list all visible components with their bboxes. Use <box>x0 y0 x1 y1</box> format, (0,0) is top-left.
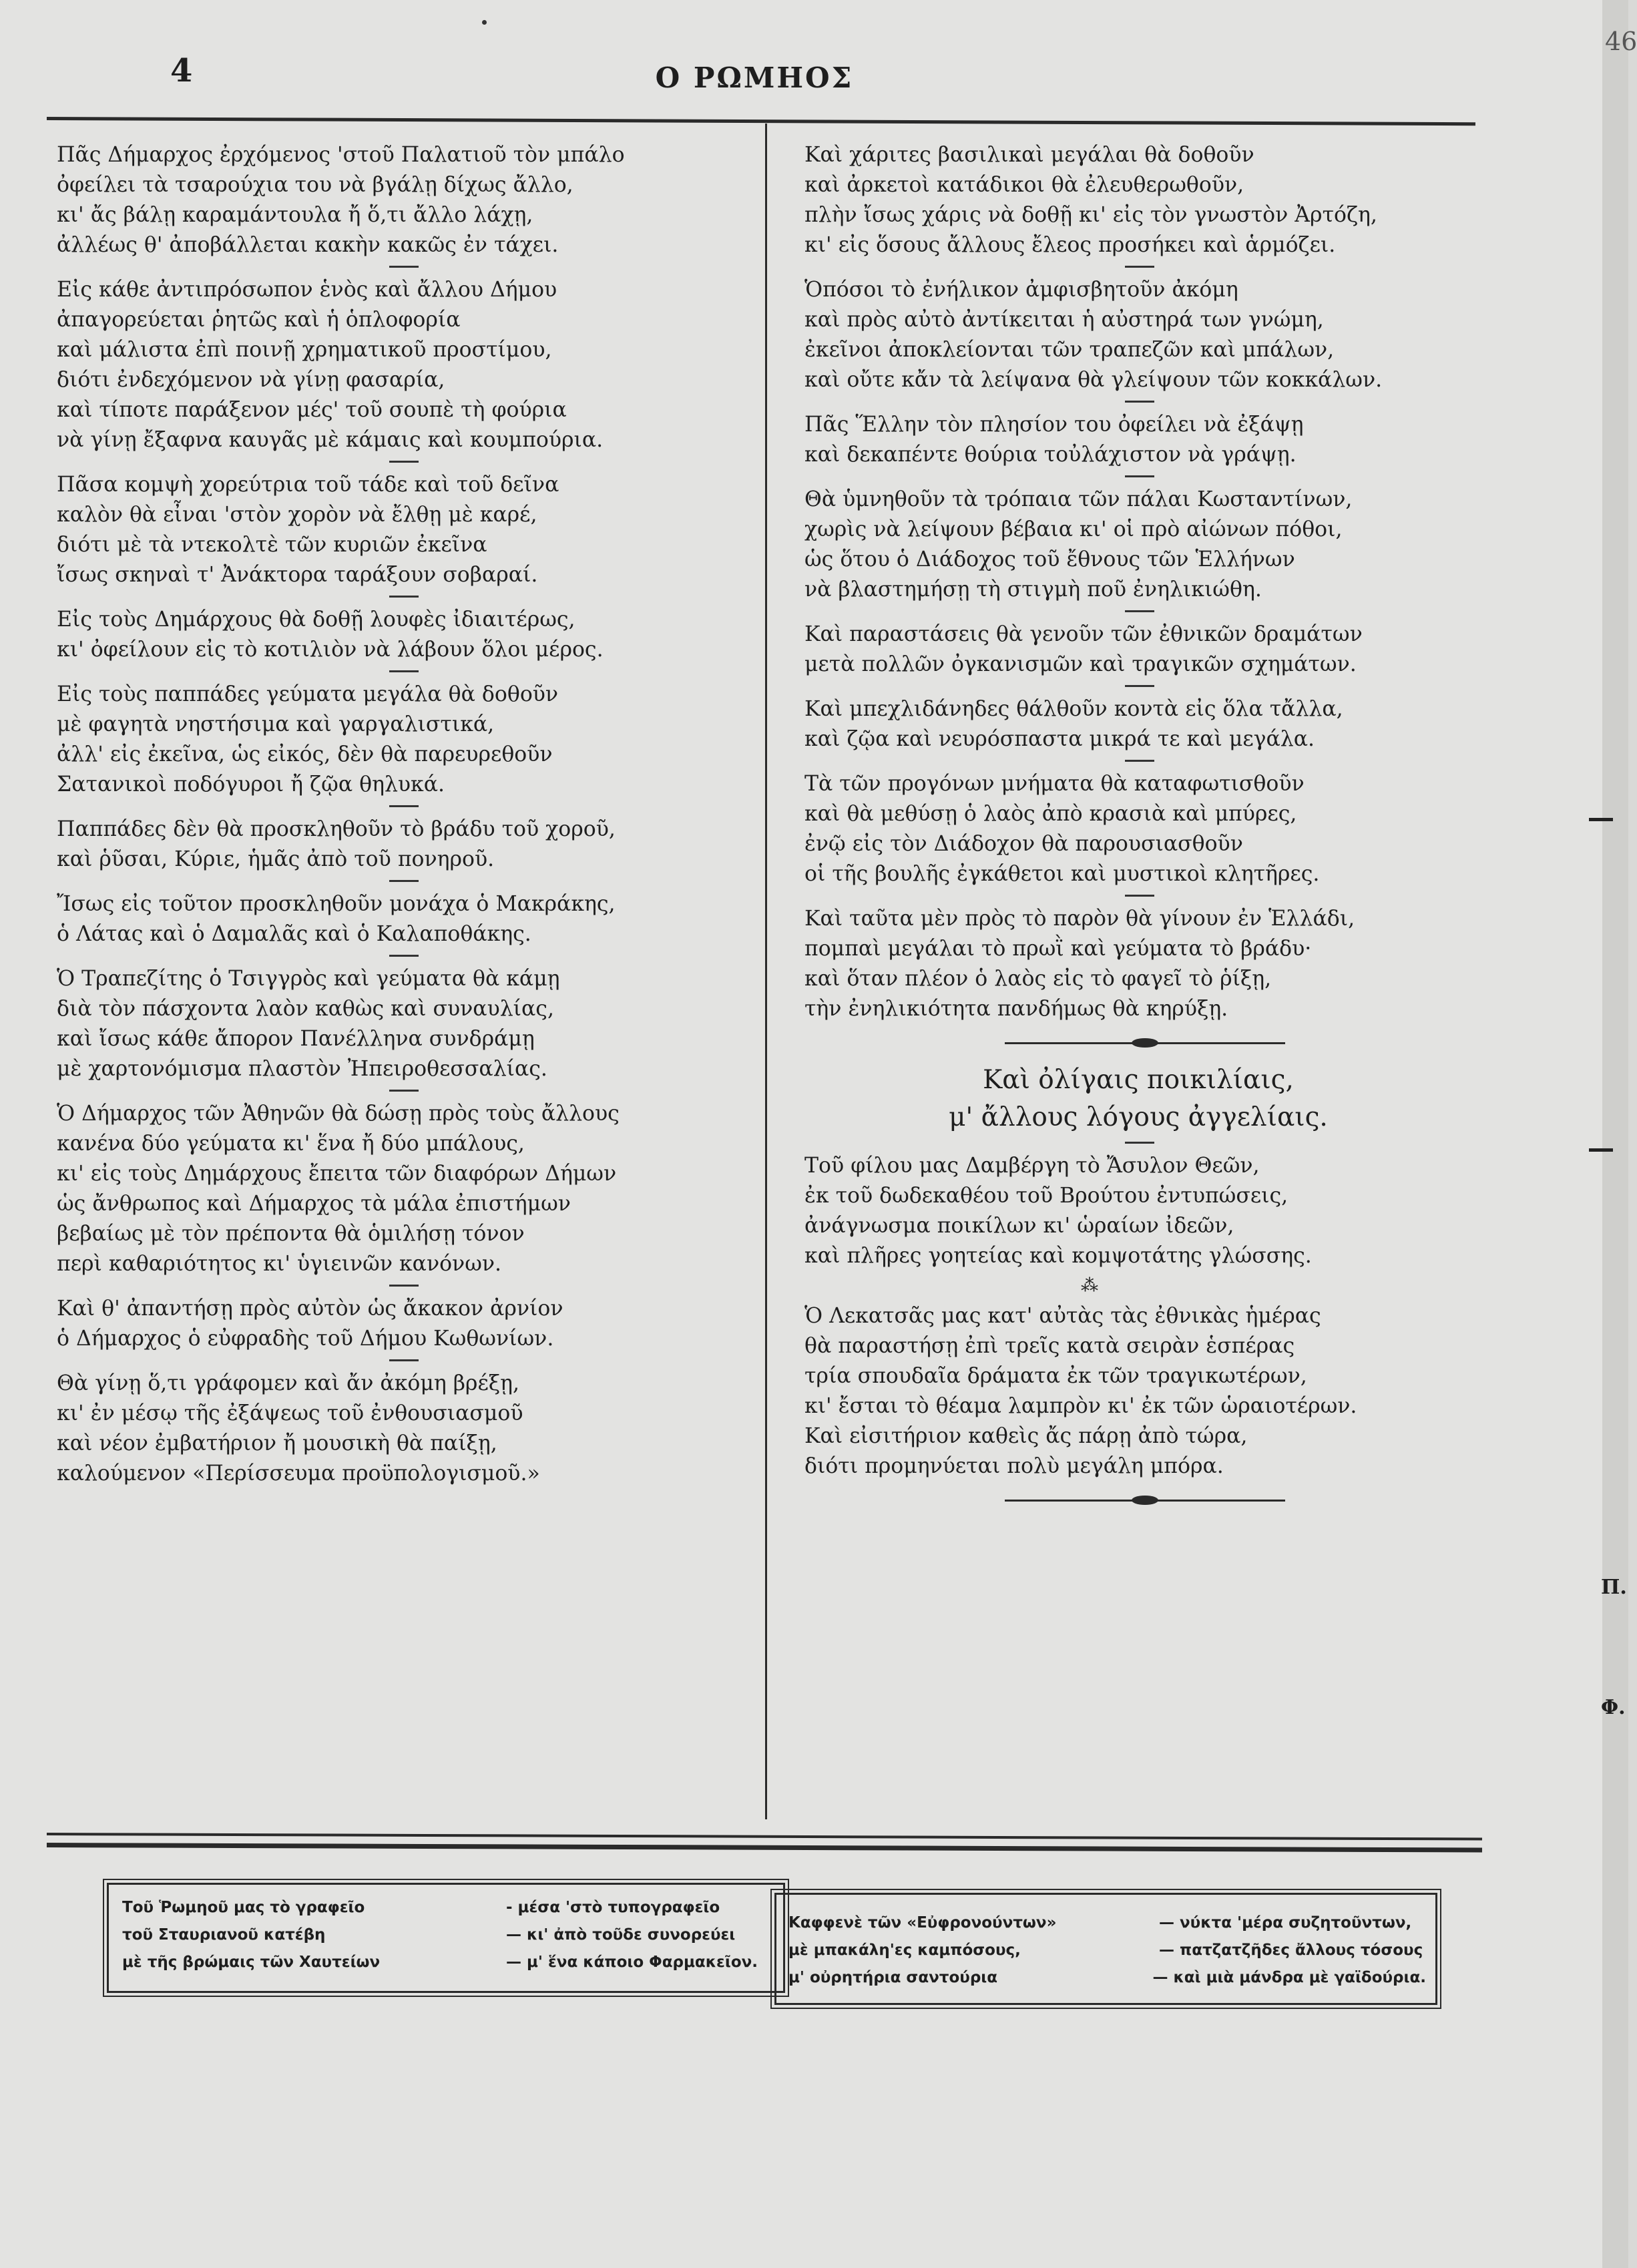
verse-line: μὲ φαγητὰ νηστήσιμα καὶ γαργαλιστικά, <box>57 712 495 736</box>
verse-line: ἐκεῖνοι ἀποκλείονται τῶν τραπεζῶν καὶ μπάλων, <box>804 338 1335 362</box>
verse-line: Θὰ ὑμνηθοῦν τὰ τρόπαια τῶν πάλαι Κωσταντίνων, <box>804 487 1353 511</box>
news-item <box>804 1151 1472 1271</box>
stanza-separator <box>1125 1142 1154 1144</box>
page-header <box>40 47 1469 120</box>
verse-line: οἱ τῆς βουλῆς ἐγκάθετοι καὶ μυστικοὶ κλητῆρες. <box>804 862 1320 886</box>
ad-verse-first-half: μ' οὐρητήρια σαντούρια <box>788 1969 998 1986</box>
stanza-separator <box>1125 475 1154 477</box>
verse-line: καὶ νέον ἐμβατήριον ἤ μουσικὴ θὰ παίξῃ, <box>57 1431 497 1455</box>
verse-line: χωρὶς νὰ λείψουν βέβαια κι' οἱ πρὸ αἰώνων πόθοι, <box>804 517 1343 541</box>
stanza <box>804 904 1472 1024</box>
verse-line: διότι μὲ τὰ ντεκολτὲ τῶν κυριῶν ἐκεῖνα <box>57 533 487 557</box>
verse-line: μετὰ πολλῶν ὀγκανισμῶν καὶ τραγικῶν σχημάτων. <box>804 652 1357 676</box>
ornamental-divider <box>1005 1036 1285 1050</box>
stanza-separator <box>389 880 419 882</box>
stanza <box>57 605 751 665</box>
verse-line: Εἰς τοὺς παππάδες γεύματα μεγάλα θὰ δοθοῦν <box>57 682 559 706</box>
stanza-separator <box>1125 610 1154 612</box>
stanza <box>57 1099 751 1279</box>
stanza-separator <box>389 461 419 463</box>
stanza-separator <box>389 266 419 268</box>
verse-line: Πᾶς Δήμαρχος ἐρχόμενος 'στοῦ Παλατιοῦ τὸν μπάλο <box>57 143 625 167</box>
stanza-separator <box>389 596 419 598</box>
adjacent-page-edge <box>1602 0 1637 2268</box>
verse-line: μὲ χαρτονόμισμα πλαστὸν Ἠπειροθεσσαλίας. <box>57 1057 547 1081</box>
verse-line: Εἰς τοὺς Δημάρχους θὰ δοθῇ λουφὲς ἰδιαιτέρως, <box>57 608 575 632</box>
verse-line: κι' εἰς ὅσους ἄλλους ἔλεος προσήκει καὶ ἁρμόζει. <box>804 233 1336 257</box>
news-line: ἀνάγνωσμα ποικίλων κι' ὡραίων ἰδεῶν, <box>804 1214 1234 1238</box>
verse-line: Καὶ θ' ἀπαντήσῃ πρὸς αὐτὸν ὡς ἄκακον ἀρνίον <box>57 1297 563 1321</box>
stanza <box>804 620 1472 680</box>
right-column-poem <box>804 140 1472 1024</box>
verse-line: καλὸν θὰ εἶναι 'στὸν χορὸν νὰ ἔλθῃ μὲ καρέ, <box>57 503 537 527</box>
stanza-separator <box>1125 895 1154 897</box>
page-mark-number: 46 <box>1605 27 1637 56</box>
verse-line: ὡς ὅτου ὁ Διάδοχος τοῦ ἔθνους τῶν Ἑλλήνων <box>804 547 1295 572</box>
news-line: Τοῦ φίλου μας Δαμβέργη τὸ Ἄσυλον Θεῶν, <box>804 1154 1260 1178</box>
verse-line: ὁ Δήμαρχος ὁ εὐφραδὴς τοῦ Δήμου Κωθωνίων. <box>57 1327 554 1351</box>
verse-line: κι' ἄς βάλῃ καραμάντουλα ἤ ὅ,τι ἄλλο λάχῃ, <box>57 203 533 227</box>
stanza <box>804 275 1472 395</box>
verse-line: νὰ γίνῃ ἔξαφνα καυγᾶς μὲ κάμαις καὶ κουμπούρια. <box>57 428 604 452</box>
verse-line: καὶ ζῷα καὶ νευρόσπαστα μικρά τε καὶ μεγάλα. <box>804 727 1315 751</box>
margin-mark-phi: Φ. <box>1601 1696 1626 1719</box>
verse-line: καὶ πρὸς αὐτὸ ἀντίκειται ἡ αὐστηρά των γνώμη, <box>804 308 1324 332</box>
stanza-separator <box>389 1090 419 1092</box>
column-divider <box>765 124 767 1819</box>
verse-line: ὁ Λάτας καὶ ὁ Δαμαλᾶς καὶ ὁ Καλαποθάκης. <box>57 922 531 946</box>
ad-line <box>788 1909 1426 1937</box>
ad-line <box>788 1964 1426 1992</box>
stanza <box>804 140 1472 260</box>
verse-line: Καὶ μπεχλιδάνηδες θάλθοῦν κοντὰ εἰς ὅλα τἄλλα, <box>804 697 1343 721</box>
news-item <box>804 1301 1472 1482</box>
verse-line: Καὶ χάριτες βασιλικαὶ μεγάλαι θὰ δοθοῦν <box>804 143 1254 167</box>
margin-tick <box>1589 1148 1613 1152</box>
stanza <box>57 964 751 1084</box>
news-heading-line: Καὶ ὀλίγαις ποικιλίαις, <box>983 1065 1294 1095</box>
verse-line: καὶ ἀρκετοὶ κατάδικοι θὰ ἐλευθερωθοῦν, <box>804 173 1244 197</box>
verse-line: Παππάδες δὲν θὰ προσκληθοῦν τὸ βράδυ τοῦ χοροῦ, <box>57 817 616 841</box>
verse-line: καὶ ῥῦσαι, Κύριε, ἡμᾶς ἀπὸ τοῦ πονηροῦ. <box>57 847 495 871</box>
ad-verse-second-half: — κι' ἀπὸ τοῦδε συνορεύει <box>506 1926 736 1944</box>
news-line: ἐκ τοῦ δωδεκαθέου τοῦ Βρούτου ἐντυπώσεις, <box>804 1184 1289 1208</box>
stanza-separator <box>389 1285 419 1287</box>
stanza <box>57 470 751 590</box>
verse-line: κανένα δύο γεύματα κι' ἕνα ἤ δύο μπάλους, <box>57 1132 525 1156</box>
verse-line: Καὶ ταῦτα μὲν πρὸς τὸ παρὸν θὰ γίνουν ἐν Ἑλλάδι, <box>804 907 1355 931</box>
verse-line: Ὁ Τραπεζίτης ὁ Τσιγγρὸς καὶ γεύματα θὰ κάμῃ <box>57 967 560 991</box>
news-line: καὶ πλῆρες γοητείας καὶ κομψοτάτης γλώσσης. <box>804 1244 1312 1268</box>
verse-line: Ὁ Δήμαρχος τῶν Ἀθηνῶν θὰ δώσῃ πρὸς τοὺς ἄλλους <box>57 1102 620 1126</box>
verse-line: πομπαὶ μεγάλαι τὸ πρωῒ καὶ γεύματα τὸ βράδυ· <box>804 937 1312 961</box>
stanza-separator <box>389 955 419 957</box>
verse-line: Ἴσως εἰς τοῦτον προσκληθοῦν μονάχα ὁ Μακράκης, <box>57 892 616 916</box>
news-line: τρία σπουδαῖα δράματα ἐκ τῶν τραγικωτέρων, <box>804 1364 1307 1388</box>
margin-mark-pi: Π. <box>1601 1576 1627 1599</box>
verse-line: καλούμενον «Περίσσευμα προϋπολογισμοῦ.» <box>57 1461 540 1486</box>
bottom-rule <box>47 1833 1482 1841</box>
news-line: θὰ παραστήσῃ ἐπὶ τρεῖς κατὰ σειρὰν ἑσπέρας <box>804 1334 1295 1358</box>
verse-line: Σατανικοὶ ποδόγυροι ἤ ζῷα θηλυκά. <box>57 772 445 797</box>
news-line: Καὶ εἰσιτήριον καθεὶς ἄς πάρῃ ἀπὸ τώρα, <box>804 1424 1248 1448</box>
verse-line: κι' ἐν μέσῳ τῆς ἐξάψεως τοῦ ἐνθουσιασμοῦ <box>57 1401 523 1425</box>
ad-verse-first-half: Τοῦ Ῥωμηοῦ μας τὸ γραφεῖο <box>122 1899 365 1916</box>
ad-verse-second-half: — καὶ μιὰ μάνδρα μὲ γαϊδούρια. <box>1152 1969 1426 1986</box>
ad-verse-first-half: μὲ μπακάλη'ες καμπόσους, <box>788 1942 1021 1959</box>
ad-line <box>122 1894 776 1921</box>
stanza <box>57 1294 751 1354</box>
verse-line: Πᾶς Ἕλλην τὸν πλησίον του ὀφείλει νὰ ἐξάψῃ <box>804 413 1304 437</box>
news-heading <box>905 1062 1372 1136</box>
ad-verse-second-half: - μέσα 'στὸ τυπογραφεῖο <box>506 1899 720 1916</box>
verse-line: διὰ τὸν πάσχοντα λαὸν καθὼς καὶ συναυλίας, <box>57 997 554 1021</box>
verse-line: περὶ καθαριότητος κι' ὑγιεινῶν κανόνων. <box>57 1252 502 1276</box>
verse-line: βεβαίως μὲ τὸν πρέποντα θὰ ὁμιλήσῃ τόνον <box>57 1222 525 1246</box>
right-column <box>804 140 1472 1519</box>
verse-line: κι' εἰς τοὺς Δημάρχους ἔπειτα τῶν διαφόρων Δήμων <box>57 1162 617 1186</box>
margin-tick <box>1589 818 1613 821</box>
stanza-separator <box>1125 685 1154 687</box>
ornament-icon: ⁂ <box>1081 1276 1102 1296</box>
verse-line: ἐνῷ εἰς τὸν Διάδοχον θὰ παρουσιασθοῦν <box>804 832 1243 856</box>
bottom-rule-thick <box>47 1843 1482 1853</box>
ornamental-divider <box>1005 1494 1285 1507</box>
verse-line: τὴν ἐνηλικιότητα πανδήμως θὰ κηρύξῃ. <box>804 997 1228 1021</box>
stanza-separator <box>389 805 419 807</box>
stanza <box>57 815 751 875</box>
stanza-separator <box>1125 266 1154 268</box>
verse-line: καὶ οὔτε κἄν τὰ λείψανα θὰ γλείψουν τῶν κοκκάλων. <box>804 368 1383 392</box>
ad-line <box>122 1921 776 1949</box>
verse-line: καὶ μάλιστα ἐπὶ ποινῇ χρηματικοῦ προστίμου, <box>57 338 552 362</box>
verse-line: Καὶ παραστάσεις θὰ γενοῦν τῶν ἐθνικῶν δραμάτων <box>804 622 1363 646</box>
news-line: διότι προμηνύεται πολὺ μεγάλη μπόρα. <box>804 1454 1224 1478</box>
masthead-title: Ο ΡΩΜΗΟΣ <box>655 61 854 94</box>
verse-line: Εἰς κάθε ἀντιπρόσωπον ἑνὸς καὶ ἄλλου Δήμου <box>57 278 557 302</box>
news-line: κι' ἔσται τὸ θέαμα λαμπρὸν κι' ἐκ τῶν ὡραιοτέρων. <box>804 1394 1357 1418</box>
verse-line: καὶ ὅταν πλέον ὁ λαὸς εἰς τὸ φαγεῖ τὸ ῥίξῃ, <box>804 967 1272 991</box>
verse-line: πλὴν ἴσως χάρις νὰ δοθῇ κι' εἰς τὸν γνωστὸν Ἀρτόζη, <box>804 203 1377 227</box>
ad-line <box>122 1949 776 1976</box>
verse-line: καὶ ἴσως κάθε ἄπορον Πανέλληνα συνδράμῃ <box>57 1027 535 1051</box>
news-line: Ὁ Λεκατσᾶς μας κατ' αὐτὰς τὰς ἐθνικὰς ἡμέρας <box>804 1304 1321 1328</box>
stanza-separator <box>389 670 419 672</box>
stanza-separator <box>1125 401 1154 403</box>
stanza-separator <box>1125 760 1154 762</box>
verse-line: ὀφείλει τὰ τσαρούχια του νὰ βγάλῃ δίχως ἄλλο, <box>57 173 573 197</box>
page-number: 4 <box>170 52 193 89</box>
stanza <box>804 410 1472 470</box>
stanza <box>57 275 751 455</box>
verse-line: Ὁπόσοι τὸ ἐνήλικον ἀμφισβητοῦν ἀκόμη <box>804 278 1238 302</box>
stanza <box>804 694 1472 754</box>
verse-line: καὶ δεκαπέντε θούρια τοὐλάχιστον νὰ γράψῃ. <box>804 443 1297 467</box>
stanza <box>57 1369 751 1489</box>
verse-line: ὡς ἄνθρωπος καὶ Δήμαρχος τὰ μάλα ἐπιστήμων <box>57 1192 571 1216</box>
stanza <box>57 680 751 800</box>
verse-line: ἀλλ' εἰς ἐκεῖνα, ὡς εἰκός, δὲν θὰ παρευρεθοῦν <box>57 742 553 766</box>
stanza <box>57 889 751 949</box>
verse-line: ἀλλέως θ' ἀποβάλλεται κακὴν κακῶς ἐν τάχει. <box>57 233 559 257</box>
verse-line: διότι ἐνδεχόμενον νὰ γίνῃ φασαρία, <box>57 368 445 392</box>
news-heading-line: μ' ἄλλους λόγους ἀγγελίαις. <box>949 1102 1328 1132</box>
verse-line: Θὰ γίνῃ ὅ,τι γράφομεν καὶ ἄν ἀκόμη βρέξῃ, <box>57 1371 519 1395</box>
ad-verse-second-half: — πατζατζῆδες ἄλλους τόσους <box>1159 1942 1423 1959</box>
stanza-separator <box>389 1359 419 1361</box>
ad-verse-second-half: — νύκτα 'μέρα συζητοῦντων, <box>1159 1914 1412 1932</box>
ink-dot <box>482 20 487 25</box>
stanza <box>804 485 1472 605</box>
ad-verse-second-half: — μ' ἕνα κάποιο Φαρμακεῖον. <box>506 1954 758 1971</box>
ad-verse-first-half: τοῦ Σταυριανοῦ κατέβη <box>122 1926 326 1944</box>
verse-line: καὶ θὰ μεθύσῃ ὁ λαὸς ἀπὸ κρασιὰ καὶ μπύρες, <box>804 802 1297 826</box>
verse-line: ἴσως σκηναὶ τ' Ἀνάκτορα ταράξουν σοβαραί. <box>57 563 538 587</box>
news-items <box>804 1151 1472 1482</box>
verse-line: νὰ βλαστημήσῃ τὴ στιγμὴ ποῦ ἐνηλικιώθη. <box>804 578 1262 602</box>
verse-line: κι' ὀφείλουν εἰς τὸ κοτιλιὸν νὰ λάβουν ὅλοι μέρος. <box>57 638 604 662</box>
stanza <box>804 769 1472 889</box>
verse-line: ἀπαγορεύεται ῥητῶς καὶ ἡ ὁπλοφορία <box>57 308 461 332</box>
advertisement-office <box>107 1883 785 1993</box>
ad-line <box>788 1937 1426 1964</box>
advertisement-cafe <box>774 1893 1437 2005</box>
verse-line: καὶ τίποτε παράξενον μές' τοῦ σουπὲ τὴ φούρια <box>57 398 567 422</box>
stanza <box>57 140 751 260</box>
verse-line: Πᾶσα κομψὴ χορεύτρια τοῦ τάδε καὶ τοῦ δεῖνα <box>57 473 559 497</box>
verse-line: Τὰ τῶν προγόνων μνήματα θὰ καταφωτισθοῦν <box>804 772 1305 796</box>
ad-verse-first-half: Καφφενὲ τῶν «Εὐφρονούντων» <box>788 1914 1057 1932</box>
ad-verse-first-half: μὲ τῆς βρώμαις τῶν Χαυτείων <box>122 1954 381 1971</box>
left-column <box>57 140 751 1489</box>
